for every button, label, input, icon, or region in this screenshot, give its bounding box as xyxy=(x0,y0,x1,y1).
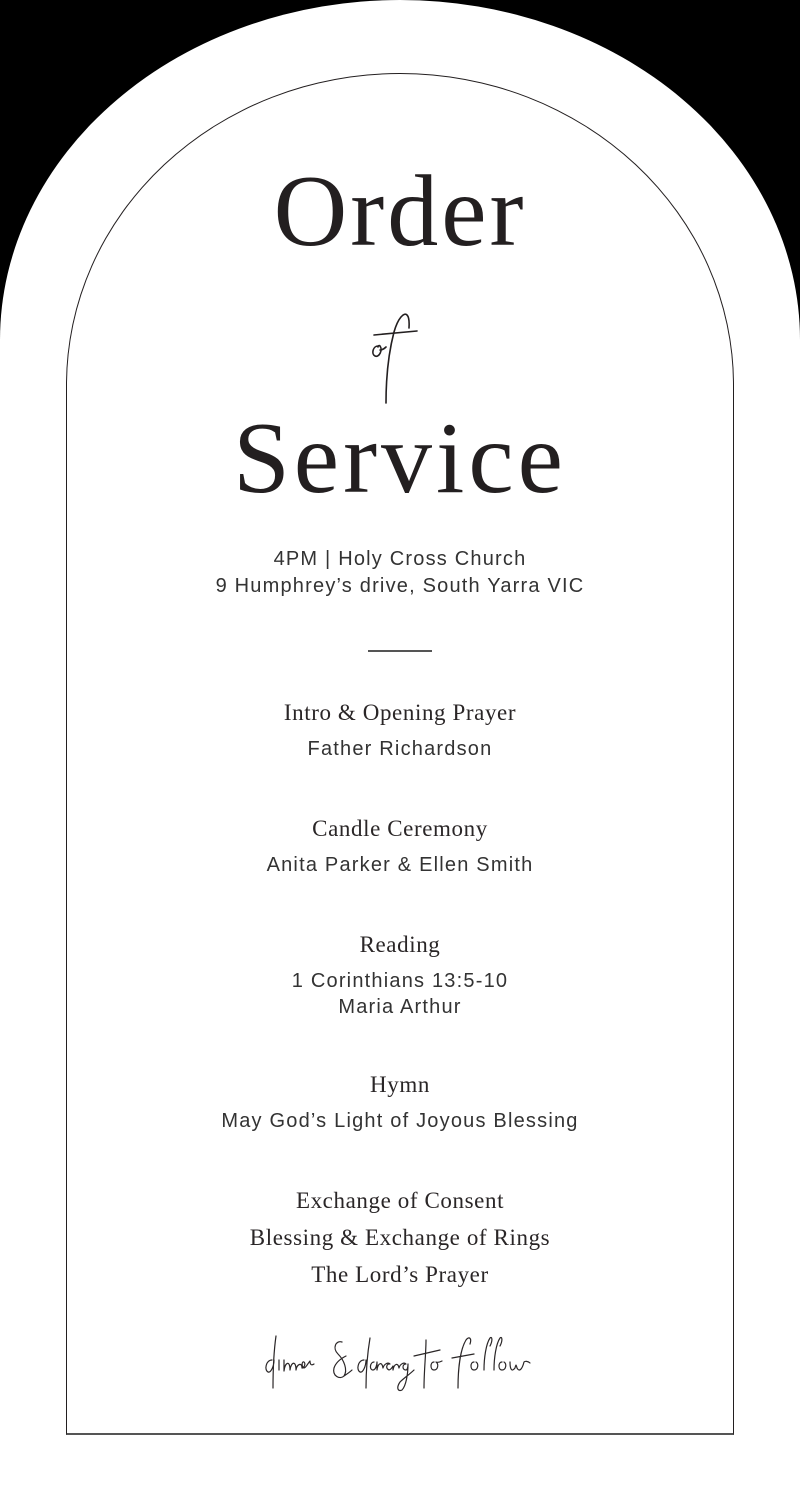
venue-time-location: 4PM | Holy Cross Church xyxy=(273,548,527,570)
program-heading-consent: Exchange of Consent xyxy=(295,1188,505,1213)
program-heading-hymn: Hymn xyxy=(370,1072,430,1097)
program-heading-lords-prayer: The Lord’s Prayer xyxy=(311,1262,489,1287)
program-heading-candle: Candle Ceremony xyxy=(312,816,488,841)
program-detail-reading-reader: Maria Arthur xyxy=(338,996,462,1018)
venue-address: 9 Humphrey’s drive, South Yarra VIC xyxy=(215,575,585,597)
title-order: Order xyxy=(273,155,527,268)
program-detail-candle: Anita Parker & Ellen Smith xyxy=(266,854,534,876)
program-heading-intro: Intro & Opening Prayer xyxy=(283,700,517,725)
of-script-text xyxy=(364,300,428,410)
program-detail-hymn: May God’s Light of Joyous Blessing xyxy=(221,1110,579,1132)
program-heading-reading: Reading xyxy=(359,932,441,957)
program-heading-rings: Blessing & Exchange of Rings xyxy=(249,1225,551,1250)
footer-script-text xyxy=(262,1330,538,1394)
section-divider xyxy=(368,650,432,652)
program-detail-intro: Father Richardson xyxy=(307,738,493,760)
program-detail-reading-verse: 1 Corinthians 13:5-10 xyxy=(291,970,509,992)
title-service: Service xyxy=(233,402,567,515)
